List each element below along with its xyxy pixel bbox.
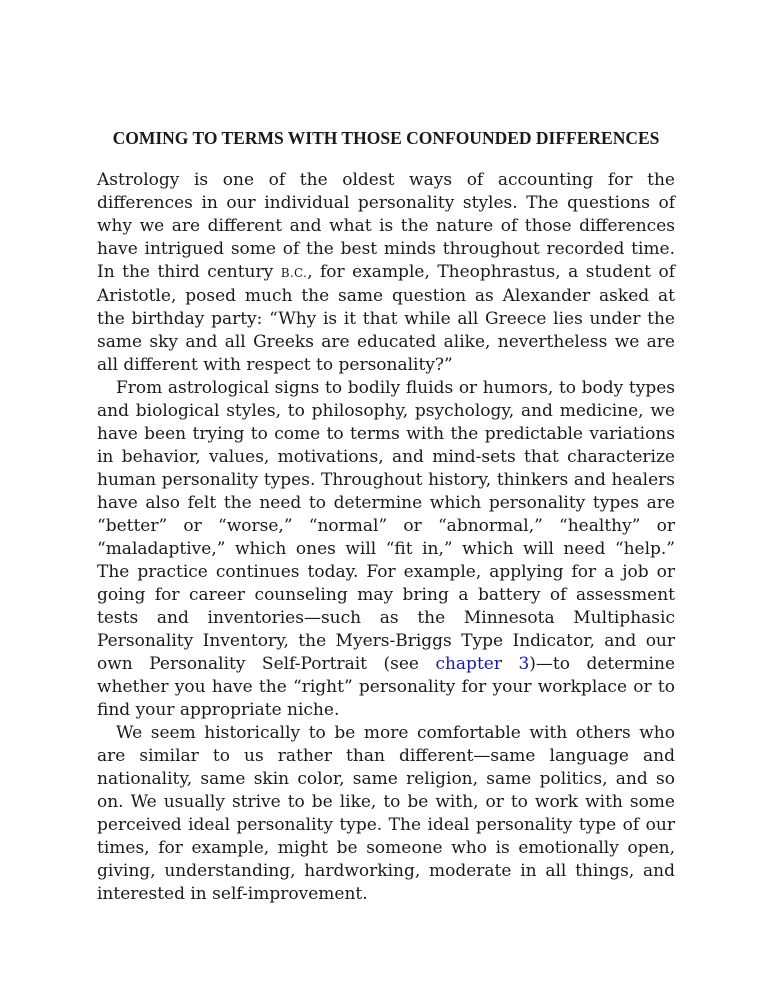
page-content: [97, 128, 675, 906]
paragraph-2: [97, 377, 675, 722]
paragraph-2-text-a: From astrological signs to bodily fluids or humors, to body types and biological styles, to philosophy, psychology, and medicine, we have been trying to come to terms with the predictable variations in behavior, values, motivations, and mind-sets that characterize human personality types. Throughout history, thinkers and healers have also felt the need to determine which personality types are “better” or “worse,” “normal” or “abnormal,” “healthy” or “maladaptive,” which ones will “fit in,” which will need “help.” The practice continues today. For example, applying for a job or going for career counseling may bring a battery of assessment tests and inventories—such as the Minnesota Multiphasic Personality Inventory, the Myers-Briggs Type Indicator, and our own Personality Self-Portrait (see: [97, 378, 675, 674]
section-heading: COMING TO TERMS WITH THOSE CONFOUNDED DIFFERENCES: [112, 128, 660, 148]
paragraph-1: [97, 169, 675, 377]
era-abbreviation: B.C.: [280, 266, 308, 280]
paragraph-1-text-b: , for example, Theophrastus, a student of Aristotle, posed much the same question as Alexander asked at the birthday party: “Why is it that while all Greece lies under the same sky and all Greeks are educated alike, nevertheless we are all different with respect to personality?”: [97, 262, 675, 375]
paragraph-2-text-b: )—to determine whether you have the “right” personality for your workplace or to find your appropriate niche.: [97, 654, 676, 720]
chapter-3-link[interactable]: chapter 3: [435, 654, 530, 674]
paragraph-3: We seem historically to be more comfortable with others who are similar to us rather than different—same language and nationality, same skin color, same religion, same politics, and so on. We usually strive to be like, to be with, or to work with some perceived ideal personality type. The ideal personality type of our times, for example, might be someone who is emotionally open, giving, understanding, hardworking, moderate in all things, and interested in self-improvement.: [97, 723, 675, 904]
paragraph-1-text-a: Astrology is one of the oldest ways of accounting for the differences in our individual personality styles. The questions of why we are different and what is the nature of those differences have intrigued some of the best minds throughout recorded time. In the third century: [97, 170, 675, 282]
